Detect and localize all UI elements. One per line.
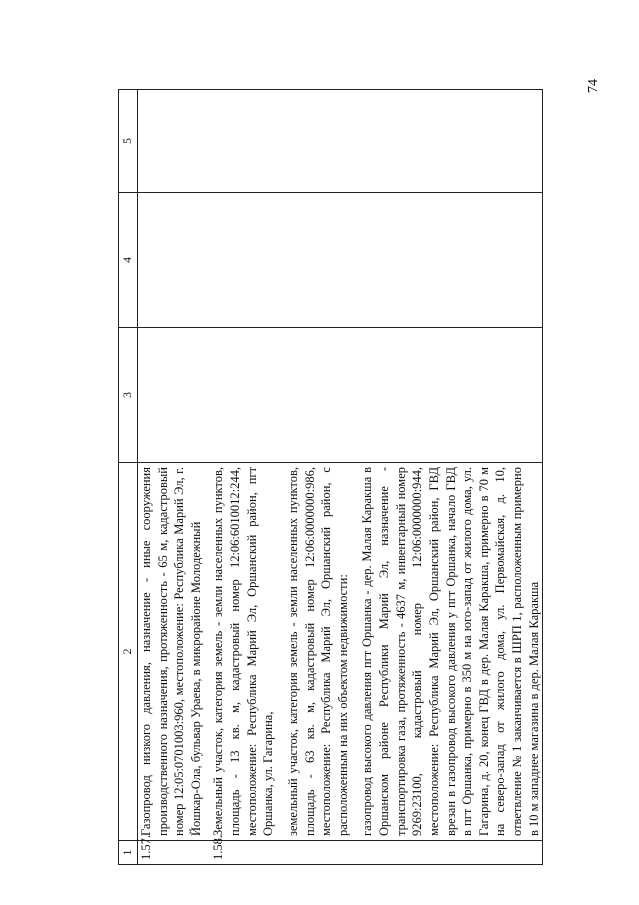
- row-col-3: [204, 328, 542, 463]
- description-paragraph: газопровод высокого давления пгт Оршанка - дер. Малая Каракша в Оршанском районе Республики Марий Эл, назначение - транспортировка газа, протяженность - 4637 м, инвентарный номер 9269:23100, кадастровый номер 12:06:0000000:944, местоположение: Республика Марий Эл, Оршанский район, ГВД врезан в газопровод высокого давления у пгт Оршанка, начало ГВД в пгт Оршанка, примерно в 350 м на юго-запад от жилого дома, ул. Гагарина, д. 20, конец ГВД в дер. Малая Каракша, примерно в 70 м на северо-запад от жилого дома, ул. Первомайская, д. 10, ответвление № 1 заканчивается в ШРП 1, расположенным примерно в 10 м западнее магазина в дер. Малая Каракша: [360, 467, 541, 836]
- header-col-5: 5: [119, 90, 138, 193]
- table-sheet: [118, 90, 541, 865]
- property-table: [118, 89, 543, 865]
- description-paragraph: земельный участок, категория земель - земли населенных пунктов, площадь - 63 кв. м, кадастровый номер 12:06:0000000:986, местоположение: Республика Марий Эл, Оршанский район, с расположенным на них объектом недвижимости:: [285, 467, 350, 836]
- header-col-1: 1: [119, 841, 138, 865]
- table-row: [204, 90, 542, 865]
- row-col-5: [137, 90, 204, 193]
- description-paragraph: Газопровод низкого давления, назначение - иные сооружения производственного назначения, протяженность - 65 м, кадастровый номер 12:05:0701003:960, местоположение: Республика Марий Эл, г. Йошкар-Ола, бульвар Ураева, в микрорайоне Молодежный: [138, 467, 203, 836]
- row-col-4: [137, 193, 204, 328]
- table-row: [137, 90, 204, 865]
- page-number: 74: [586, 79, 601, 93]
- header-row: [119, 90, 138, 865]
- header-col-2: 2: [119, 463, 138, 841]
- row-description: [204, 463, 542, 841]
- row-col-5: [204, 90, 542, 193]
- rotated-table-area: [118, 90, 541, 865]
- description-paragraph: Земельный участок, категория земель - земли населенных пунктов, площадь - 13 кв. м, кадастровый номер 12:06:6010012:244, местоположение: Республика Марий Эл, Оршанский район, пгт Оршанка, ул. Гагарина,: [211, 467, 276, 836]
- row-description: [137, 463, 204, 841]
- row-number: 1.58.: [204, 841, 542, 865]
- header-col-3: 3: [119, 328, 138, 463]
- header-col-4: 4: [119, 193, 138, 328]
- row-col-4: [204, 193, 542, 328]
- row-col-3: [137, 328, 204, 463]
- row-number: 1.57.: [137, 841, 204, 865]
